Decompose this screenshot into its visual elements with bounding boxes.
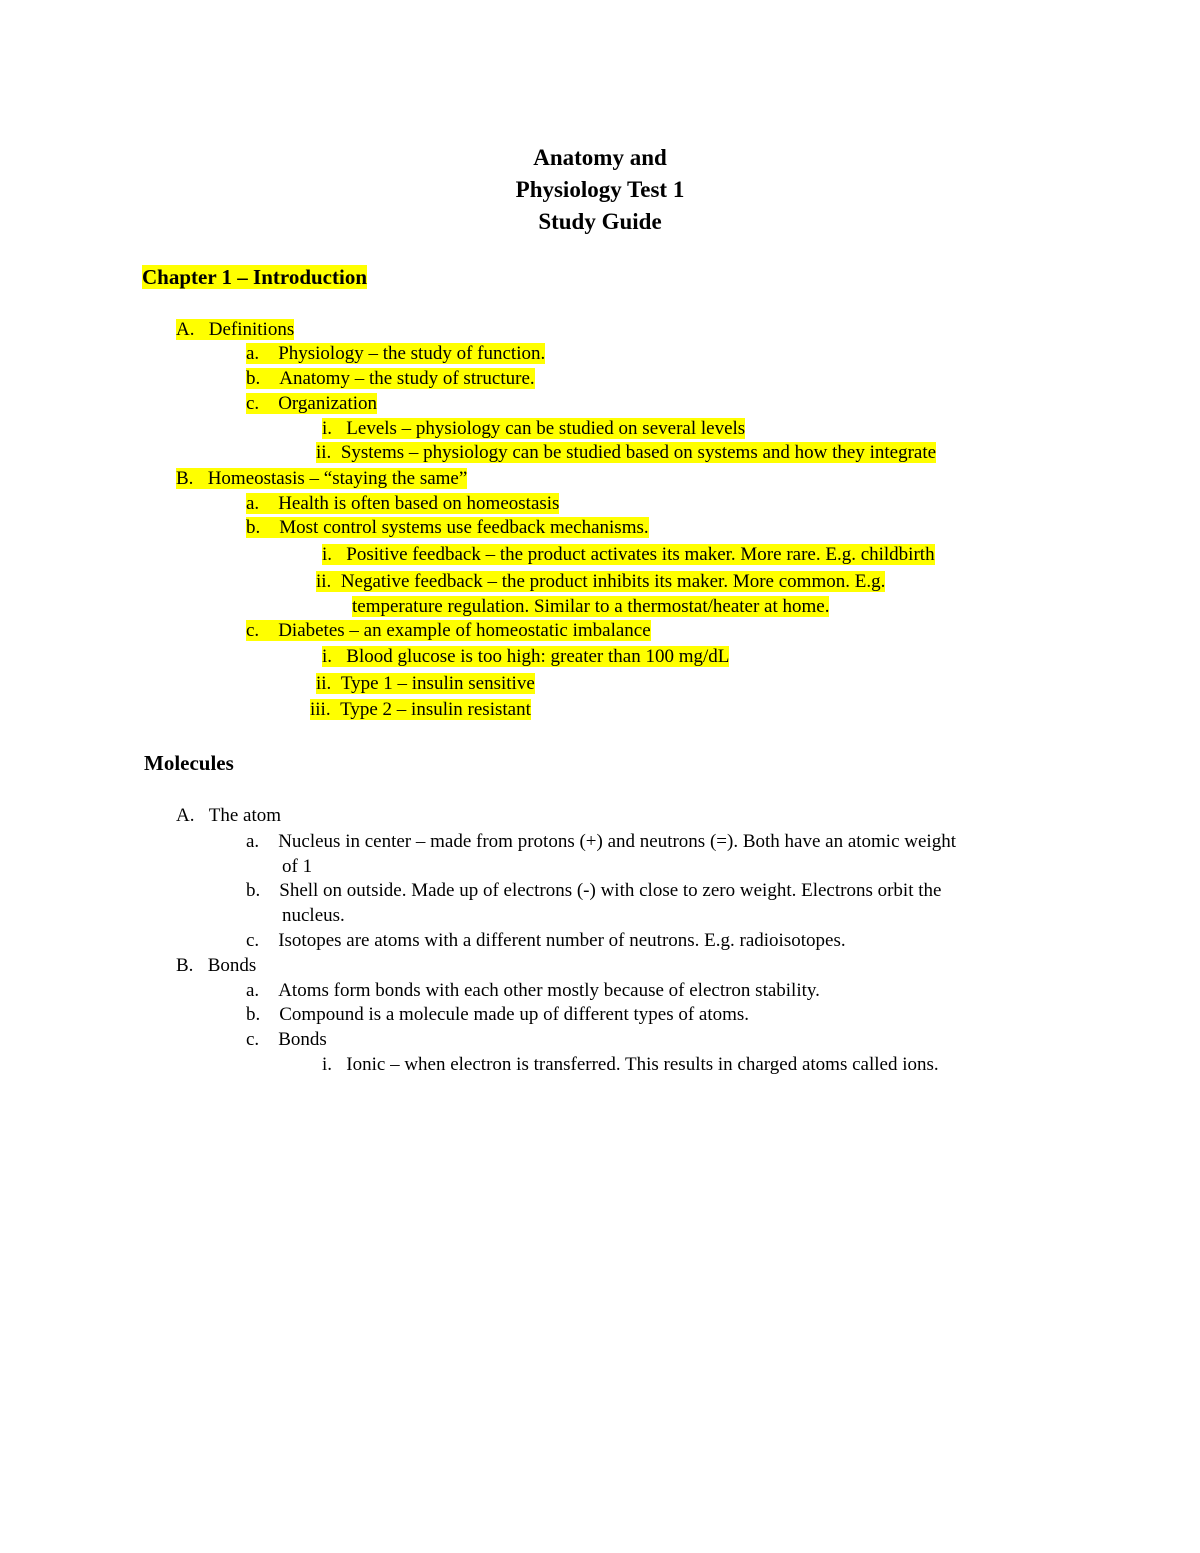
outline-marker: ii. — [316, 442, 332, 463]
outline-text: Definitions — [208, 319, 295, 340]
outline-item — [322, 543, 935, 567]
outline-item — [246, 1003, 749, 1027]
outline-marker: i. — [322, 544, 333, 565]
outline-item — [322, 1053, 939, 1077]
outline-item — [316, 441, 936, 465]
outline-item — [246, 979, 820, 1003]
outline-item — [322, 645, 729, 669]
outline-text: Type 2 – insulin resistant — [340, 699, 531, 720]
outline-text: The atom — [208, 805, 282, 826]
title-line-1: Anatomy and — [533, 145, 667, 170]
outline-item — [176, 318, 294, 342]
outline-text: Health is often based on homeostasis — [278, 493, 560, 514]
outline-marker: b. — [246, 880, 261, 901]
outline-text: nucleus. — [282, 905, 345, 926]
outline-marker: i. — [322, 418, 333, 439]
outline-text: Blood glucose is too high: greater than 100 mg/dL — [346, 646, 730, 667]
outline-text: Most control systems use feedback mechanisms. — [279, 517, 649, 538]
outline-marker: A. — [176, 319, 195, 340]
outline-marker: i. — [322, 1054, 333, 1075]
outline-marker: a. — [246, 831, 260, 852]
outline-marker: iii. — [310, 699, 331, 720]
outline-text: Diabetes – an example of homeostatic imbalance — [278, 620, 651, 641]
outline-marker: b. — [246, 517, 261, 538]
outline-marker: b. — [246, 1004, 261, 1025]
outline-text: Organization — [278, 393, 378, 414]
outline-text: temperature regulation. Similar to a thermostat/heater at home. — [352, 596, 830, 617]
outline-item — [310, 698, 531, 722]
outline-item — [176, 467, 467, 491]
outline-marker: B. — [176, 468, 194, 489]
section-heading-chapter-1 — [142, 264, 367, 290]
outline-item — [246, 619, 651, 643]
outline-text: of 1 — [282, 856, 313, 877]
outline-item-continuation — [282, 904, 345, 928]
outline-marker: B. — [176, 955, 194, 976]
outline-item — [316, 570, 885, 594]
outline-item — [246, 516, 649, 540]
outline-item-continuation — [282, 855, 312, 879]
outline-item — [246, 929, 846, 953]
outline-marker: i. — [322, 646, 333, 667]
outline-item — [322, 417, 745, 441]
outline-item — [246, 1028, 327, 1052]
title-line-2: Physiology Test 1 — [515, 177, 685, 202]
outline-text: Levels – physiology can be studied on several levels — [346, 418, 746, 439]
outline-text: Bonds — [278, 1029, 327, 1050]
outline-item — [176, 954, 256, 978]
outline-marker: b. — [246, 368, 261, 389]
outline-text: Bonds — [207, 955, 257, 976]
outline-item — [316, 672, 535, 696]
outline-text: Homeostasis – “staying the same” — [207, 468, 468, 489]
outline-text: Nucleus in center – made from protons (+) and neutrons (=). Both have an atomic weight — [278, 831, 956, 852]
outline-text: Compound is a molecule made up of different types of atoms. — [279, 1004, 750, 1025]
outline-item — [246, 342, 545, 366]
outline-marker: ii. — [316, 673, 332, 694]
outline-text: Ionic – when electron is transferred. This results in charged atoms called ions. — [346, 1054, 939, 1075]
outline-item — [246, 879, 941, 903]
title-line-3: Study Guide — [538, 209, 662, 234]
section-heading-text: Chapter 1 – Introduction — [142, 265, 368, 289]
outline-marker: a. — [246, 343, 260, 364]
outline-marker: c. — [246, 930, 260, 951]
outline-marker: ii. — [316, 571, 332, 592]
outline-text: Anatomy – the study of structure. — [279, 368, 535, 389]
outline-text: Type 1 – insulin sensitive — [340, 673, 535, 694]
outline-item-continuation — [352, 595, 829, 619]
outline-text: Negative feedback – the product inhibits its maker. More common. E.g. — [340, 571, 886, 592]
outline-marker: c. — [246, 1029, 260, 1050]
outline-marker: c. — [246, 620, 260, 641]
outline-text: Shell on outside. Made up of electrons (-) with close to zero weight. Electrons orbit the — [279, 880, 942, 901]
outline-item — [246, 492, 559, 516]
outline-text: Systems – physiology can be studied based on systems and how they integrate — [340, 442, 937, 463]
outline-marker: a. — [246, 493, 260, 514]
outline-text: Atoms form bonds with each other mostly because of electron stability. — [278, 980, 820, 1001]
outline-marker: a. — [246, 980, 260, 1001]
outline-item — [246, 830, 956, 854]
outline-item — [246, 367, 535, 391]
outline-item — [246, 392, 377, 416]
outline-item — [176, 804, 281, 828]
section-heading-molecules: Molecules — [144, 751, 234, 775]
outline-text: Physiology – the study of function. — [278, 343, 546, 364]
outline-marker: c. — [246, 393, 260, 414]
outline-text: Isotopes are atoms with a different number of neutrons. E.g. radioisotopes. — [278, 930, 846, 951]
outline-text: Positive feedback – the product activates its maker. More rare. E.g. childbirth — [346, 544, 935, 565]
outline-marker: A. — [176, 805, 195, 826]
